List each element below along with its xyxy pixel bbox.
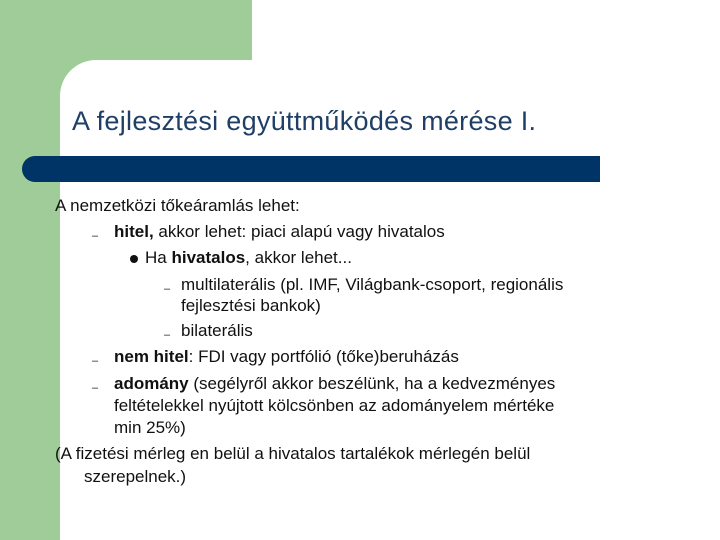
bullet-dash: – [164,283,171,295]
subsub-bilateral: bilaterális [181,321,253,340]
item-adomany-term: adomány [114,374,189,393]
item-hitel-term: hitel, [114,222,154,241]
item-nem-hitel-term: nem hitel [114,347,189,366]
subitem-text: , akkor lehet... [245,248,352,267]
bullet-dash: – [92,382,99,394]
subitem-term: hivatalos [171,248,246,267]
footer-note-line1: (A fizetési mérleg en belül a hivatalos tartalékok mérlegén belül [55,444,531,463]
item-nem-hitel-text: : FDI vagy portfólió (tőke)beruházás [188,347,459,366]
subitem-hivatalos [145,248,352,268]
subsub-multilateral-line1: multilaterális (pl. IMF, Világbank-csoport, regionális [181,275,564,294]
item-adomany-line3: min 25%) [114,418,186,437]
bullet-dash: – [164,329,171,341]
slide-title: A fejlesztési együttműködés mérése I. [72,106,537,136]
subsub-multilateral-line2: fejlesztési bankok) [181,296,321,315]
item-adomany [114,374,555,394]
item-hitel-text: akkor lehet: piaci alapú vagy hivatalos [153,222,445,241]
subitem-prefix: Ha [145,248,172,267]
bullet-dot [130,255,138,263]
item-adomany-line2: feltételekkel nyújtott kölcsönben az adományelem mértéke [114,396,555,415]
item-nem-hitel [114,347,459,367]
bullet-dash: – [92,230,99,242]
item-adomany-text: (segélyről akkor beszélünk, ha a kedvezményes [188,374,556,393]
intro-line: A nemzetközi tőkeáramlás lehet: [55,196,300,215]
bullet-dash: – [92,355,99,367]
item-hitel [114,222,445,242]
footer-note-line2: szerepelnek.) [84,467,187,486]
